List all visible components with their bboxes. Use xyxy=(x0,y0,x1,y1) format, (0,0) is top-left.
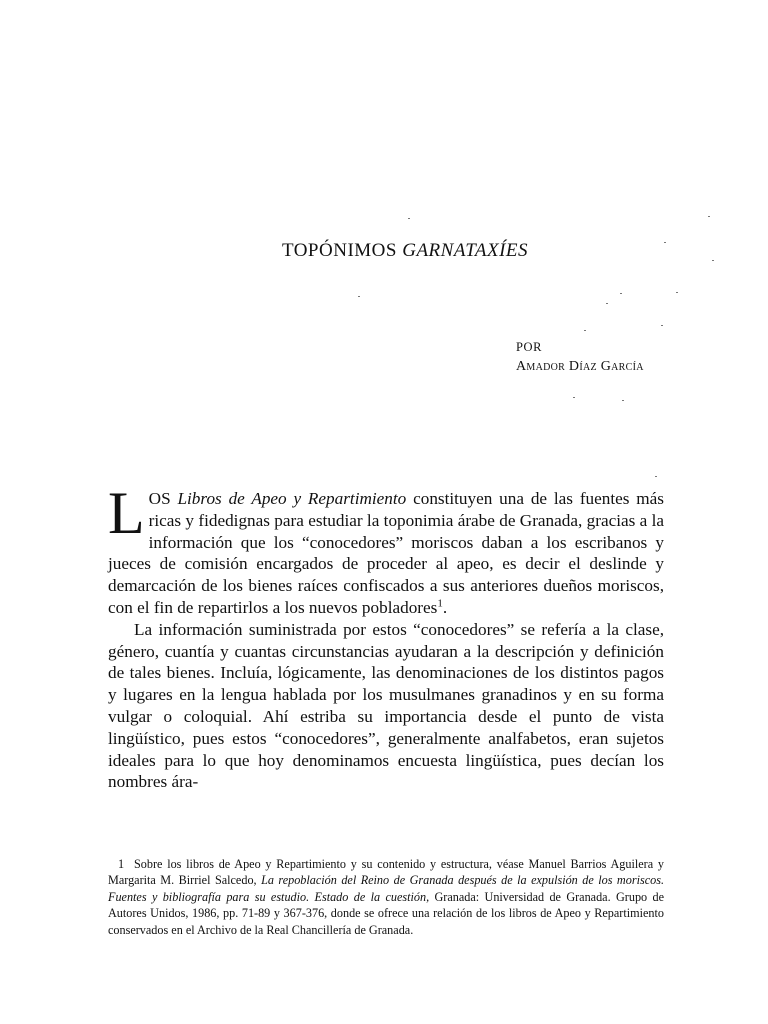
scan-speck xyxy=(708,216,710,217)
title-italic: GARNATAXÍES xyxy=(402,240,529,261)
footnote-text-2: Granada: Universidad de Granada. Grupo de Autores Unidos, 1986, pp. 71-89 y 367-376, donde se ofrece una relación de los libros de Apeo y Repartimiento conservados en el Archivo de la Real Chancillería de Granada. xyxy=(108,889,665,937)
drop-cap: L xyxy=(108,480,145,546)
body-text xyxy=(108,480,664,793)
author-name: Amador Díaz García xyxy=(516,359,644,374)
byline xyxy=(516,337,644,377)
scan-speck xyxy=(606,303,608,304)
footnote xyxy=(108,856,664,938)
scan-speck xyxy=(573,397,575,398)
scan-speck xyxy=(408,218,410,219)
scan-speck xyxy=(584,330,586,331)
title-roman: TOPÓNIMOS xyxy=(281,240,403,261)
scan-speck xyxy=(712,260,714,261)
p1-end: . xyxy=(442,597,448,617)
footnote-ref: 1 xyxy=(437,597,443,610)
scan-speck xyxy=(622,400,624,401)
footnote-number: 1 xyxy=(117,857,125,871)
paragraph-2: La información suministrada por estos “conocedores” se refería a la clase, género, cuantía y cuantas circunstancias ayudaran a la descripción y definición de tales bienes. Incluía, lógicamente, las denominaciones de los distintos pagos y lugares en la lengua hablada por los musulmanes granadinos y en su forma vulgar o coloquial. Ahí estriba su importancia desde el punto de vista lingüístico, pues estos “conocedores”, generalmente analfabetos, eran sujetos ideales para lo que hoy denominamos encuesta lingüística, pues decían los nombres ára- xyxy=(108,619,664,792)
p1-lead: OS xyxy=(148,489,178,508)
scan-speck xyxy=(664,242,666,243)
article-title xyxy=(0,240,768,262)
scan-speck xyxy=(655,476,657,477)
footnote-text-1: Sobre los libros de Apeo y Repartimiento y su contenido y estructura, véase Manuel Barrios Aguilera y Margarita M. Birriel Salcedo, xyxy=(108,857,664,888)
paragraph-1 xyxy=(108,480,664,619)
scan-speck xyxy=(358,296,360,297)
p1-text: constituyen una de las fuentes más ricas y fidedignas para estudiar la toponimia árabe de Granada, gracias a la información que los “conocedores” moriscos daban a los escribanos y jueces de comisión encargados de proceder al apeo, es decir el deslinde y demarcación de los bienes raíces confiscados a sus anteriores dueños moriscos, con el fin de repartirlos a los nuevos pobladores xyxy=(108,489,664,617)
footnote-italic: La repoblación del Reino de Granada después de la expulsión de los moriscos. Fuentes y bibliografía para su estudio. Estado de la cuestión, xyxy=(108,873,664,904)
scan-speck xyxy=(620,293,622,294)
byline-por: POR xyxy=(516,340,543,354)
p1-italic: Libros de Apeo y Repartimiento xyxy=(177,489,407,508)
scan-speck xyxy=(676,292,678,293)
scan-speck xyxy=(661,325,663,326)
